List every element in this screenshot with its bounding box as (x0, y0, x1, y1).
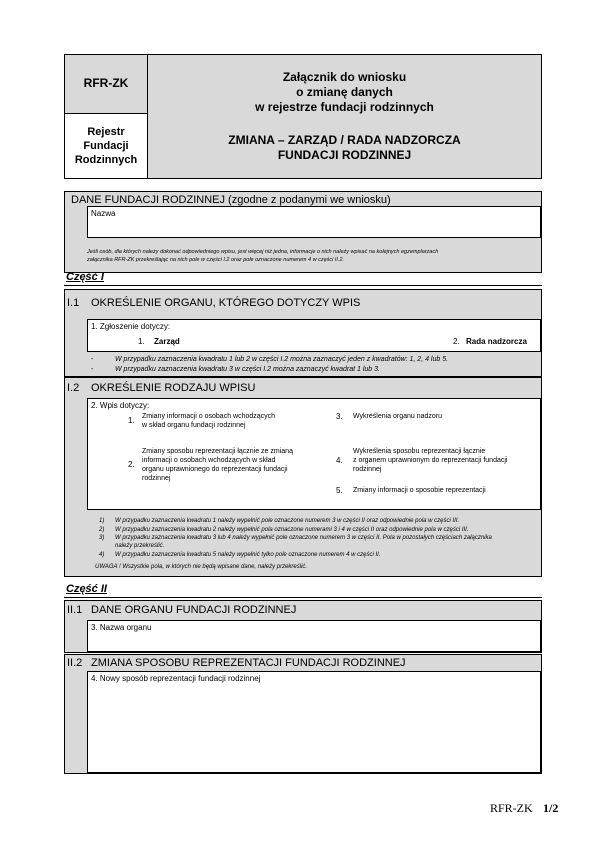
i2-num: I.2 (67, 382, 80, 394)
ii1-num: II.1 (67, 604, 83, 616)
registry-line-3: Rodzinnych (74, 154, 138, 166)
organ-select-label: 1. Zgłoszenie dotyczy: (91, 322, 171, 331)
dane-section (64, 191, 542, 273)
entry-opt2-line-2: informacji o osobach wchodzących w skład (142, 457, 276, 464)
i2-note-2: W przypadku zaznaczenia kwadratu 2 należy wypełnić pola oznaczone numerami 3 i 4 w części II oraz odpowiednie pola w części III. (115, 527, 469, 533)
entry-opt1-num: 1. (128, 416, 135, 425)
entry-opt2-line-4: rodzinnej (142, 475, 171, 482)
organ-opt1-num: 1. (138, 337, 145, 346)
i1-note-2: W przypadku zaznaczenia kwadratu 3 w części I.2 można zaznaczyć kwadrat 1 lub 3. (115, 366, 380, 373)
ii1-title: DANE ORGANU FUNDACJI RODZINNEJ (91, 604, 297, 616)
entry-opt4-line-2: z organem uprawnionym do reprezentacji fundacji (353, 457, 508, 464)
organ-name-label: 3. Nazwa organu (91, 623, 152, 632)
ii2-num: II.2 (67, 657, 83, 669)
i2-note-3-cont: należy przekreślić. (115, 543, 165, 549)
entry-opt5-num: 5. (336, 486, 343, 495)
footer-page: 1/2 (543, 801, 559, 815)
registry-line-1: Rejestr (87, 126, 125, 138)
entry-type-field (87, 398, 541, 510)
title-line-2: o zmianę danych (296, 85, 393, 99)
entry-opt3-line-1[interactable]: Wykreślenia organu nadzoru (353, 413, 443, 420)
dane-note-2: załącznika RFR-ZK przekreślając na nich pole w części I.2 oraz pole oznaczone numerem 4 w części II.2. (87, 257, 345, 263)
registry-line-2: Fundacji (83, 140, 129, 152)
form-code: RFR-ZK (83, 76, 129, 90)
entry-opt1-line-1[interactable]: Zmiany informacji o osobach wchodzących (142, 413, 276, 420)
entry-opt4-num: 4. (336, 456, 343, 465)
organ-name-field[interactable] (87, 620, 541, 652)
entry-opt2-line-1[interactable]: Zmiany sposobu reprezentacji łącznie ze zmianą (142, 448, 293, 455)
entry-opt3-num: 3. (336, 412, 343, 421)
i2-note-2-num: 2) (99, 527, 105, 533)
i2-note-3-num: 3) (99, 535, 105, 541)
subtitle-line-2: FUNDACJI RODZINNEJ (277, 148, 412, 162)
section-i2 (64, 377, 542, 577)
i2-note-1-num: 1) (99, 518, 105, 524)
subtitle-line-1: ZMIANA – ZARZĄD / RADA NADZORCZA (228, 133, 461, 147)
entry-opt1-line-2: w skład organu fundacji rodzinnej (142, 422, 246, 429)
title-line-3: w rejestrze fundacji rodzinnych (255, 100, 434, 114)
part2-divider (64, 597, 542, 598)
header-code-cell (64, 54, 148, 114)
i2-note-1: W przypadku zaznaczenia kwadratu 1 należy wypełnić pole oznaczone numerem 3 w części II oraz odpowiednie pola w części III. (115, 518, 460, 524)
organ-select-field (87, 319, 541, 352)
organ-opt2-num: 2. (453, 337, 460, 346)
organ-opt1-label[interactable]: Zarząd (154, 337, 180, 346)
section-i1 (64, 289, 542, 377)
i1-note-2-dash: - (91, 366, 94, 373)
representation-label: 4. Nowy sposób reprezentacji fundacji rodzinnej (91, 674, 261, 683)
footer-code: RFR-ZK (490, 801, 533, 815)
i2-note-4-num: 4) (99, 552, 105, 558)
dane-heading: DANE FUNDACJI RODZINNEJ (zgodne z podanymi we wniosku) (71, 194, 391, 206)
dane-note-1: Jeśli osób, dla których należy dokonać odpowiedniego wpisu, jest więcej niż jedna, informacje o nich należy wpisać na kolejnych egzemplarzach (87, 249, 439, 255)
entry-type-label: 2. Wpis dotyczy: (91, 401, 150, 410)
entry-opt4-line-1[interactable]: Wykreślenia sposobu reprezentacji łącznie (353, 448, 486, 455)
i1-num: I.1 (67, 297, 80, 309)
i2-note-3: W przypadku zaznaczenia kwadratu 3 lub 4 należy wypełnić pole oznaczone numerem 3 w części II. Pola w pozostałych częściach załącznika (115, 535, 492, 541)
i1-title: OKREŚLENIE ORGANU, KTÓREGO DOTYCZY WPIS (91, 297, 361, 309)
i1-note-1-dash: - (91, 356, 94, 363)
i2-note-4: W przypadku zaznaczenia kwadratu 5 należy wypełnić tylko pole oznaczone numerem 4 w części II. (115, 552, 381, 558)
organ-opt2-label[interactable]: Rada nadzorcza (466, 337, 527, 346)
fundation-name-field[interactable] (87, 206, 541, 238)
header-title-cell (147, 54, 542, 179)
i2-title: OKREŚLENIE RODZAJU WPISU (91, 382, 256, 394)
fundation-name-label: Nazwa (91, 209, 116, 218)
part1-divider (64, 285, 542, 286)
i2-warning: UWAGA ! Wszystkie pola, w których nie będą wpisane dane, należy przekreślić. (95, 564, 308, 570)
section-ii2 (64, 654, 542, 774)
header-registry-cell (64, 113, 148, 179)
i1-note-1: W przypadku zaznaczenia kwadratu 1 lub 2 w części I.2 można zaznaczyć jeden z kwadratów: 1, 2, 4 lub 5. (115, 356, 449, 363)
entry-opt2-line-3: organu uprawnionego do reprezentacji fundacji (142, 466, 288, 473)
representation-field[interactable] (87, 671, 541, 773)
entry-opt2-num: 2. (128, 460, 135, 469)
title-line-1: Załącznik do wniosku (282, 70, 407, 84)
ii2-title: ZMIANA SPOSOBU REPREZENTACJI FUNDACJI RODZINNEJ (91, 657, 406, 669)
part2-label: Część II (66, 583, 107, 595)
entry-opt5-line-1[interactable]: Zmiany informacji o sposobie reprezentacji (353, 487, 486, 494)
entry-opt4-line-3: rodzinnej (353, 466, 382, 473)
part1-label: Część I (66, 271, 104, 283)
section-ii1 (64, 600, 542, 653)
